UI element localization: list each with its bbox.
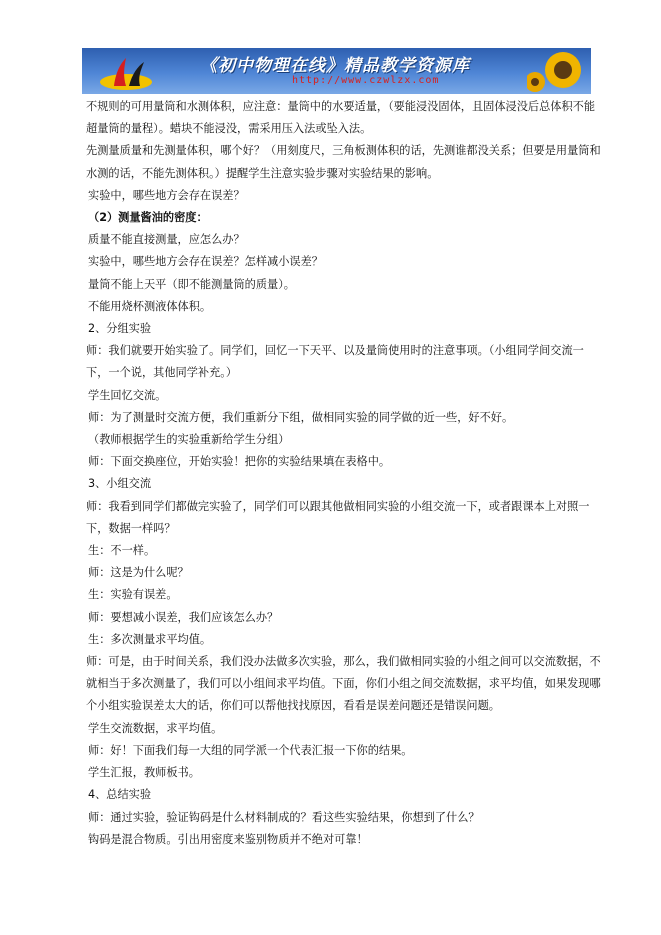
paragraph: 质量不能直接测量，应怎么办？: [88, 233, 245, 247]
paragraph: （教师根据学生的实验重新给学生分组）: [88, 433, 290, 447]
paragraph: 师：可是，由于时间关系，我们没办法做多次实验，那么，我们做相同实验的小组之间可以交流数据，不就相当于多次测量了，我们可以小组间求平均值。下面，你们小组之间交流数据，求平均值，如果发现哪个小组实验误差太大的话，你们可以帮他找找原因，看看是误差问题还是错误问题。: [86, 655, 601, 713]
paragraph: 量筒不能上天平（即不能测量筒的质量）。: [88, 277, 295, 291]
paragraph: 生：多次测量求平均值。: [88, 632, 212, 646]
paragraph: 师：下面交换座位，开始实验！把你的实验结果填在表格中。: [88, 455, 391, 469]
sunflower-icon: [527, 48, 587, 94]
document-body: [88, 96, 602, 851]
paragraph: 实验中，哪些地方会存在误差？: [88, 188, 245, 202]
paragraph: 学生交流数据，求平均值。: [88, 721, 223, 735]
paragraph: 实验中，哪些地方会存在误差？怎样减小误差？: [88, 255, 323, 269]
paragraph: 生：不一样。: [88, 544, 156, 558]
banner-url[interactable]: http://www.czwlzx.com: [292, 75, 440, 86]
paragraph: 先测量质量和先测量体积，哪个好？（用刻度尺，三角板测体积的话，先测谁都没关系；但要是用量筒和水测的话，不能先测体积。）提醒学生注意实验步骤对实验结果的影响。: [86, 144, 601, 180]
banner-title: 《初中物理在线》精品教学资源库: [200, 56, 470, 76]
paragraph: 师：我们就要开始实验了。同学们，回忆一下天平、以及量筒使用时的注意事项。（小组同学间交流一下，一个说，其他同学补充。）: [86, 344, 584, 380]
paragraph: 师：通过实验，验证钩码是什么材料制成的？看这些实验结果，你想到了什么？: [88, 810, 480, 824]
paragraph: 师：为了测量时交流方便，我们重新分下组，做相同实验的同学做的近一些，好不好。: [88, 410, 514, 424]
paragraph: 师：这是为什么呢？: [88, 566, 189, 580]
paragraph: 不规则的可用量筒和水测体积，应注意：量筒中的水要适量，（要能浸没固体，且固体浸没后总体积不能超量筒的量程）。蜡块不能浸没，需采用压入法或坠入法。: [86, 100, 596, 136]
paragraph: 不能用烧杯测液体体积。: [88, 299, 212, 313]
section-heading: 4、总结实验: [88, 788, 152, 802]
paragraph: 学生回忆交流。: [88, 388, 167, 402]
section-heading: 2、分组实验: [88, 322, 152, 336]
paragraph: 师：要想减小误差，我们应该怎么办？: [88, 610, 279, 624]
header-banner: [82, 48, 591, 94]
section-heading: 3、小组交流: [88, 477, 152, 491]
paragraph: 师：好！下面我们每一大组的同学派一个代表汇报一下你的结果。: [88, 743, 413, 757]
logo-icon: [96, 52, 156, 92]
paragraph: 生：实验有误差。: [88, 588, 178, 602]
paragraph: 师：我看到同学们都做完实验了，同学们可以跟其他做相同实验的小组交流一下，或者跟课本上对照一下，数据一样吗？: [86, 499, 590, 535]
paragraph: 钩码是混合物质。引出用密度来鉴别物质并不绝对可靠！: [88, 832, 368, 846]
section-heading: （2）测量酱油的密度：: [88, 211, 208, 225]
paragraph: 学生汇报，教师板书。: [88, 766, 200, 780]
